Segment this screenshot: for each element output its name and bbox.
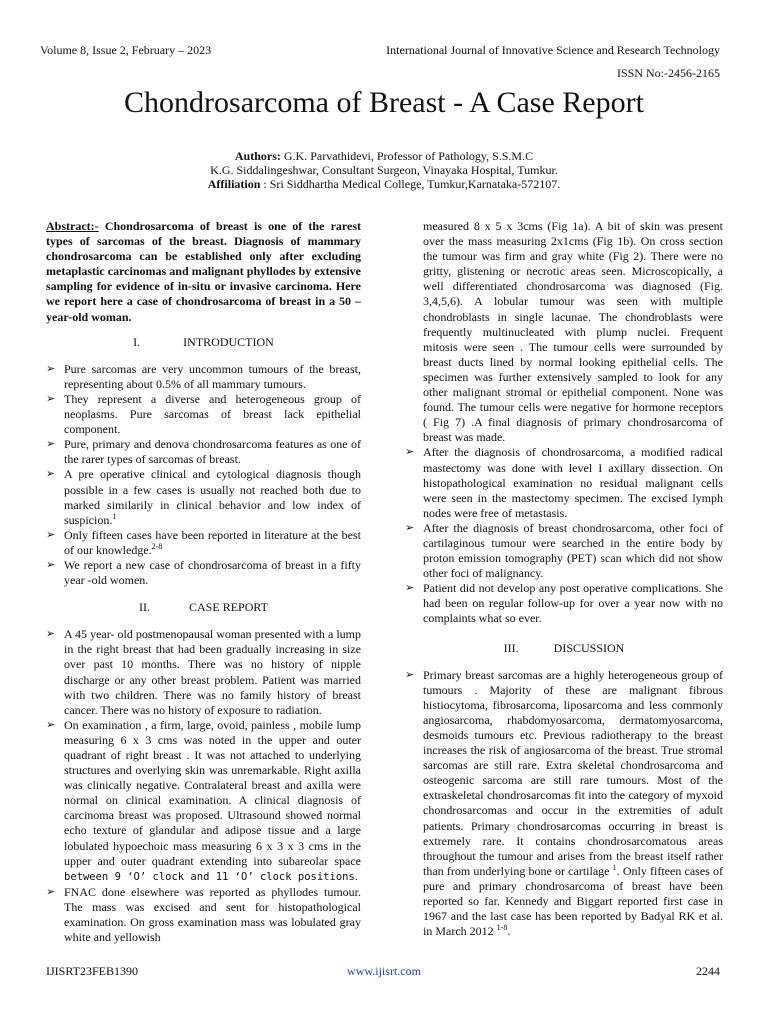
author-2: K.G. Siddalingeshwar, Consultant Surgeon, Vinayaka Hospital, Tumkur. (210, 163, 558, 177)
list-item (46, 467, 361, 527)
affiliation: : Sri Siddhartha Medical College, Tumkur,Karnataka-572107. (260, 177, 561, 191)
authors-label: Authors: (234, 149, 281, 163)
section-title: CASE REPORT (189, 600, 268, 615)
right-column (405, 219, 723, 939)
abstract-text: Chondrosarcoma of breast is one of the rarest types of sarcomas of the breast. Diagnosis of mammary chondrosarcoma can be established only after excluding metaplastic carcinomas and malignant phyllodes by extensive sampling for evidence of in-situ or invasive carcinoma. Here we report here a case of chondrosarcoma of breast in a 50 –year-old woman. (46, 219, 361, 324)
journal-name: International Journal of Innovative Science and Research Technology (386, 43, 720, 57)
citation: 1 (112, 511, 117, 521)
list-item (46, 528, 361, 558)
list-item (46, 885, 361, 945)
arrowhead-bullet-icon: ➢ (46, 558, 56, 571)
arrowhead-bullet-icon: ➢ (405, 582, 415, 595)
case-report-list-continued (405, 445, 723, 626)
arrowhead-bullet-icon: ➢ (46, 438, 56, 451)
list-item-text: . (507, 924, 511, 939)
article-id: IJISRT23FEB1390 (46, 964, 138, 978)
section-heading-discussion (405, 641, 723, 656)
issn: ISSN No:-2456-2165 (616, 66, 720, 80)
list-item (46, 362, 361, 392)
section-heading-case-report (46, 600, 361, 615)
list-item-text: After the diagnosis of chondrosarcoma, a modified radical mastectomy was done with level I axillary dissection. On histopathological examination no residual malignant cells were seen in the mastectomy specimen. The excised lymph nodes were free of metastasis. (423, 445, 723, 520)
section-number: II. (139, 600, 151, 615)
arrowhead-bullet-icon: ➢ (46, 885, 56, 898)
page-number: 2244 (696, 964, 720, 978)
arrowhead-bullet-icon: ➢ (46, 468, 56, 481)
list-item-text: A 45 year- old postmenopausal woman presented with a lump in the right breast that had been gradually increasing in size over past 10 months. There was no history of nipple discharge or any other breast problem. Patient was married with two children. There was no family history of breast cancer. There was no history of exposure to radiation. (64, 627, 361, 717)
list-item-text: Patient did not develop any post operative complications. She had been on regular follow-up for over a year now with no complaints what so ever. (423, 581, 723, 626)
arrowhead-bullet-icon: ➢ (46, 392, 56, 405)
arrowhead-bullet-icon: ➢ (46, 528, 56, 541)
list-item-text: A pre operative clinical and cytological diagnosis though possible in a few cases is usually not reached both due to marked similarily in clinical behavior and low index of suspicion. (64, 467, 361, 527)
affiliation-label: Affiliation (207, 177, 261, 191)
arrowhead-bullet-icon: ➢ (46, 362, 56, 375)
arrowhead-bullet-icon: ➢ (405, 668, 415, 681)
volume-info: Volume 8, Issue 2, February – 2023 (40, 43, 212, 57)
citation: 1 (612, 862, 617, 872)
list-item-text: Only fifteen cases have been reported in literature at the best of our knowledge. (64, 527, 361, 557)
clock-positions-text: between 9 ‘O’ clock and 11 ‘O’ clock positions (64, 870, 355, 883)
author-1: G.K. Parvathidevi, Professor of Pathology, S.S.M.C (280, 149, 534, 163)
list-item (405, 581, 723, 626)
section-title: DISCUSSION (553, 640, 625, 655)
list-item (46, 558, 361, 588)
list-item (46, 392, 361, 437)
arrowhead-bullet-icon: ➢ (46, 718, 56, 731)
citation: 1-8 (496, 923, 508, 933)
list-item (405, 521, 723, 581)
section-number: III. (503, 640, 519, 655)
list-item (405, 668, 723, 940)
list-item-text: On examination , a firm, large, ovoid, painless , mobile lump measuring 6 x 3 cms was noted in the upper and outer quadrant of right breast . It was not attached to underlying structures and overlying skin was unremarkable. Right axilla was clinically negative. Contralateral breast and axilla were normal on clinical examination. A clinical diagnosis of carcinoma breast was proposed. Ultrasound showed normal echo texture of glandular and adipose tissue and a large lobulated hypoechoic mass measuring 6 x 3 x 3 cms in the upper and outer quadrant extending into subareolar space (64, 717, 361, 868)
list-item-text: They represent a diverse and heterogeneous group of neoplasms. Pure sarcomas of breast lack epithelial component. (64, 391, 361, 437)
list-item-text: FNAC done elsewhere was reported as phyllodes tumour. The mass was excised and sent for histopathological examination. On gross examination mass was lobulated gray white and yellowish (64, 884, 361, 945)
abstract-label: Abstract:- (46, 219, 99, 233)
list-item-text: Pure, primary and denova chondrosarcoma features as one of the rarer types of sarcomas of breast. (64, 437, 361, 467)
list-item (405, 445, 723, 520)
arrowhead-bullet-icon: ➢ (46, 628, 56, 641)
list-item-text: We report a new case of chondrosarcoma of breast in a fifty year -old women. (64, 557, 361, 588)
journal-website-link[interactable]: www.ijisrt.com (347, 964, 421, 978)
authors-block (0, 149, 768, 191)
discussion-list (405, 668, 723, 940)
arrowhead-bullet-icon: ➢ (405, 521, 415, 534)
citation: 2-8 (151, 541, 163, 551)
list-item (46, 627, 361, 718)
section-number: I. (133, 334, 141, 349)
list-item-text: . Only fifteen cases of pure and primary chondrosarcoma of breast have been reported so far. Kennedy and Biggart reported first case in 1967 and the last case has been reported by Badyal RK et al. in March 2012 (423, 863, 723, 939)
abstract (46, 219, 361, 325)
section-title: INTRODUCTION (183, 334, 274, 349)
paper-title: Chondrosarcoma of Breast - A Case Report (124, 86, 644, 119)
list-item-text: After the diagnosis of breast chondrosarcoma, other foci of cartilaginous tumour were searched in the entire body by proton emission tomography (PET) scan which did not show other foci of malignancy. (423, 520, 723, 581)
list-item (46, 437, 361, 467)
introduction-list (46, 362, 361, 588)
list-item-text: Pure sarcomas are very uncommon tumours of the breast, representing about 0.5% of all mammary tumours. (64, 361, 361, 391)
section-heading-introduction (46, 335, 361, 350)
arrowhead-bullet-icon: ➢ (405, 446, 415, 459)
case-continuation: measured 8 x 5 x 3cms (Fig 1a). A bit of skin was present over the mass measuring 2x1cms (Fig 1b). On cross section the tumour was firm and gray white (Fig 2). There were no gritty, glistening or necrotic areas seen. Microscopically, a well differentiated chondrosarcoma was diagnosed (Fig. 3,4,5,6). A lobular tumour was seen with multiple chondroblasts in single lacunae. The chondroblasts were frequently multinucleated with plump nuclei. Frequent mitosis were seen . The tumour cells were surrounded by breast ducts lined by normal looking epithelial cells. The specimen was further extensively sampled to look for any other malignant stromal or epithelial component. None was found. The tumour cells were negative for hormone receptors ( Fig 7) .A final diagnosis of primary chondrosarcoma of breast was made. (423, 219, 723, 445)
left-column (46, 219, 361, 945)
case-report-list (46, 627, 361, 945)
list-item: ➢ On examination , a firm, large, ovoid, painless , mobile lump measuring 6 x 3 cms was noted in the upper and outer quadrant of right breast . It was not attached to underlying structures and overlying skin was unremarkable. Right axilla was clinically negative. Contralateral breast and axilla were normal on clinical examination. A clinical diagnosis of carcinoma breast was proposed. Ultrasound showed normal echo texture of glandular and adipose tissue and a large lobulated hypoechoic mass measuring 6 x 3 x 3 cms in the upper and outer quadrant extending into subareolar space between 9 ‘O’ clock and 11 ‘O’ clock positions. (46, 717, 361, 883)
list-item-text: Primary breast sarcomas are a highly heterogeneous group of tumours . Majority of these are malignant fibrous histiocytoma, fibrosarcoma, liposarcoma and less commonly angiosarcoma, rhabdomyosarcoma, dermatomyosarcoma, desmoids tumours etc. Previous radiotherapy to the breast increases the risk of angiosarcoma of the breast. True stromal sarcomas are still rare. Extra skeletal chondrosarcoma and osteogenic sarcoma are still rare tumours. Most of the extraskeletal chondrosarcomas fit into the category of myxoid chondrosarcomas and occur in the extremities of adult patients. Primary chondrosarcomas occurring in breast is extremely rare. It contains chondrosarcomatous areas throughout the tumour and arises from the breast itself rather than from underlying bone or cartilage (423, 667, 723, 878)
